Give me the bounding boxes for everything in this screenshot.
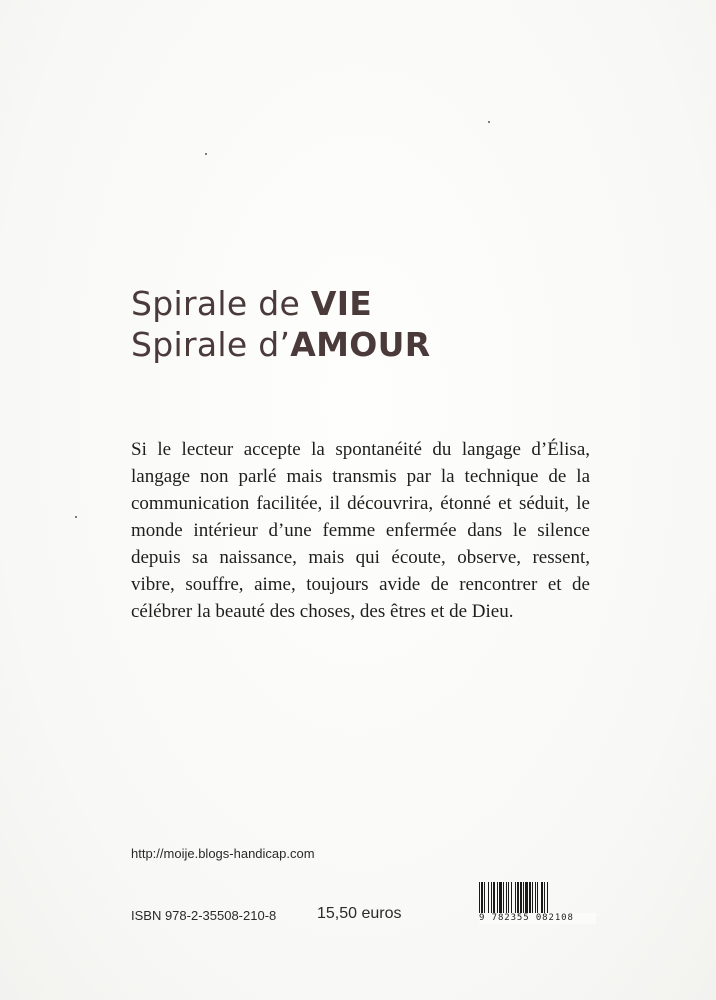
title-line-2 — [131, 324, 430, 365]
book-title — [131, 283, 430, 365]
paper-speck — [75, 516, 77, 518]
title-line-2-prefix: Spirale d’ — [131, 325, 291, 364]
price: 15,50 euros — [317, 905, 402, 922]
paper-speck — [205, 153, 207, 155]
paper-speck — [488, 121, 490, 123]
isbn-number: ISBN 978-2-35508-210-8 — [131, 908, 277, 923]
barcode-digits: 9 782355 082108 — [479, 913, 596, 924]
book-blurb: Si le lecteur accepte la spontanéité du langage d’Élisa, langage non parlé mais transmis par la technique de la communication facilitée, il découvrira, étonné et séduit, le monde intérieur d’une femme enfermée dans le silence depuis sa naissance, mais qui écoute, observe, ressent, vibre, souffre, aime, toujours avide de rencontrer et de célébrer la beauté des choses, des êtres et de Dieu. — [131, 439, 590, 622]
title-line-1 — [131, 283, 430, 324]
title-line-1-emphasis: VIE — [310, 284, 373, 323]
website-url: http://moije.blogs-handicap.com — [131, 846, 315, 861]
title-line-1-prefix: Spirale de — [131, 284, 311, 323]
title-line-2-emphasis: AMOUR — [290, 325, 431, 364]
